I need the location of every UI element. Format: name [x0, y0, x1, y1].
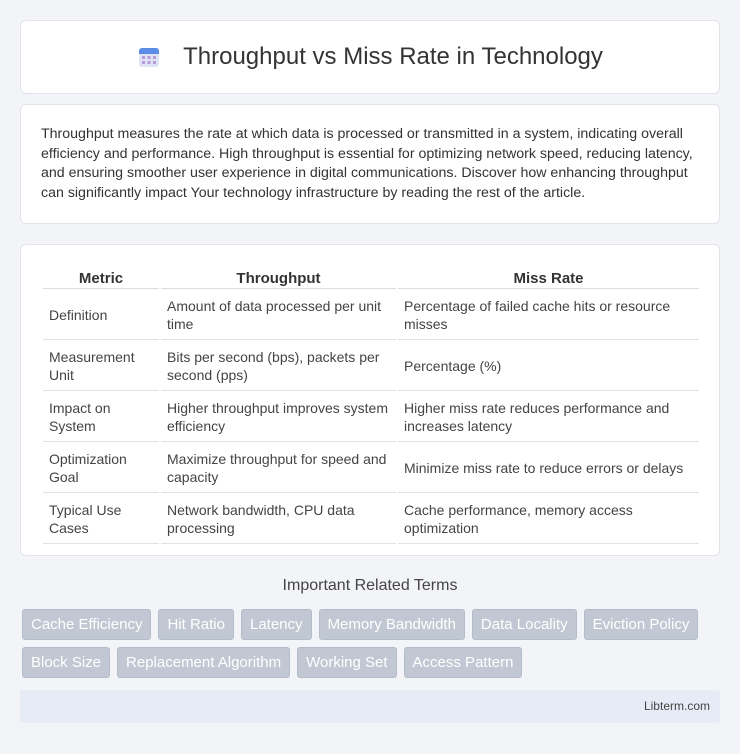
miss-rate-cell: Cache performance, memory access optimization: [398, 495, 699, 544]
miss-rate-cell: Minimize miss rate to reduce errors or delays: [398, 444, 699, 493]
tag-access-pattern[interactable]: Access Pattern: [404, 647, 523, 678]
tag-replacement-algorithm[interactable]: Replacement Algorithm: [117, 647, 290, 678]
table-row: [43, 342, 699, 391]
metric-cell: Measurement Unit: [43, 342, 159, 391]
related-terms-tags: [22, 609, 722, 678]
miss-rate-cell: Percentage of failed cache hits or resource misses: [398, 291, 699, 340]
metric-cell: Optimization Goal: [43, 444, 159, 493]
throughput-cell: Network bandwidth, CPU data processing: [161, 495, 396, 544]
header-metric: Metric: [43, 267, 159, 289]
page-title: Throughput vs Miss Rate in Technology: [183, 43, 603, 70]
intro-text: Throughput measures the rate at which data is processed or transmitted in a system, indicating overall efficiency and performance. High throughput is essential for optimizing network speed, reducing latency, and ensuring smoother user experience in digital communications. Discover how enhancing throughput can significantly impact Your technology infrastructure by reading the rest of the article.: [41, 126, 693, 201]
metric-cell: Definition: [43, 291, 159, 340]
comparison-table: [41, 265, 701, 546]
header-miss-rate: Miss Rate: [398, 267, 699, 289]
tag-cache-efficiency[interactable]: Cache Efficiency: [22, 609, 151, 640]
tag-memory-bandwidth[interactable]: Memory Bandwidth: [319, 609, 465, 640]
throughput-cell: Bits per second (bps), packets per second (pps): [161, 342, 396, 391]
throughput-cell: Maximize throughput for speed and capacity: [161, 444, 396, 493]
tag-block-size[interactable]: Block Size: [22, 647, 110, 678]
table-row: [43, 444, 699, 493]
miss-rate-cell: Higher miss rate reduces performance and increases latency: [398, 393, 699, 442]
tag-working-set[interactable]: Working Set: [297, 647, 396, 678]
comparison-table-card: [20, 244, 720, 556]
footer: [20, 690, 720, 723]
table-row: [43, 291, 699, 340]
table-row: [43, 495, 699, 544]
throughput-cell: Higher throughput improves system efficiency: [161, 393, 396, 442]
tag-hit-ratio[interactable]: Hit Ratio: [158, 609, 234, 640]
throughput-cell: Amount of data processed per unit time: [161, 291, 396, 340]
title-card: [20, 20, 720, 94]
tag-latency[interactable]: Latency: [241, 609, 312, 640]
table-row: [43, 393, 699, 442]
metric-cell: Typical Use Cases: [43, 495, 159, 544]
table-header-row: [43, 267, 699, 289]
tag-eviction-policy[interactable]: Eviction Policy: [584, 609, 699, 640]
metric-cell: Impact on System: [43, 393, 159, 442]
calendar-icon: [137, 45, 161, 69]
header-throughput: Throughput: [161, 267, 396, 289]
tag-data-locality[interactable]: Data Locality: [472, 609, 577, 640]
miss-rate-cell: Percentage (%): [398, 342, 699, 391]
related-terms-title: Important Related Terms: [282, 577, 458, 594]
footer-site-link[interactable]: Libterm.com: [643, 699, 710, 713]
intro-card: [20, 104, 720, 224]
